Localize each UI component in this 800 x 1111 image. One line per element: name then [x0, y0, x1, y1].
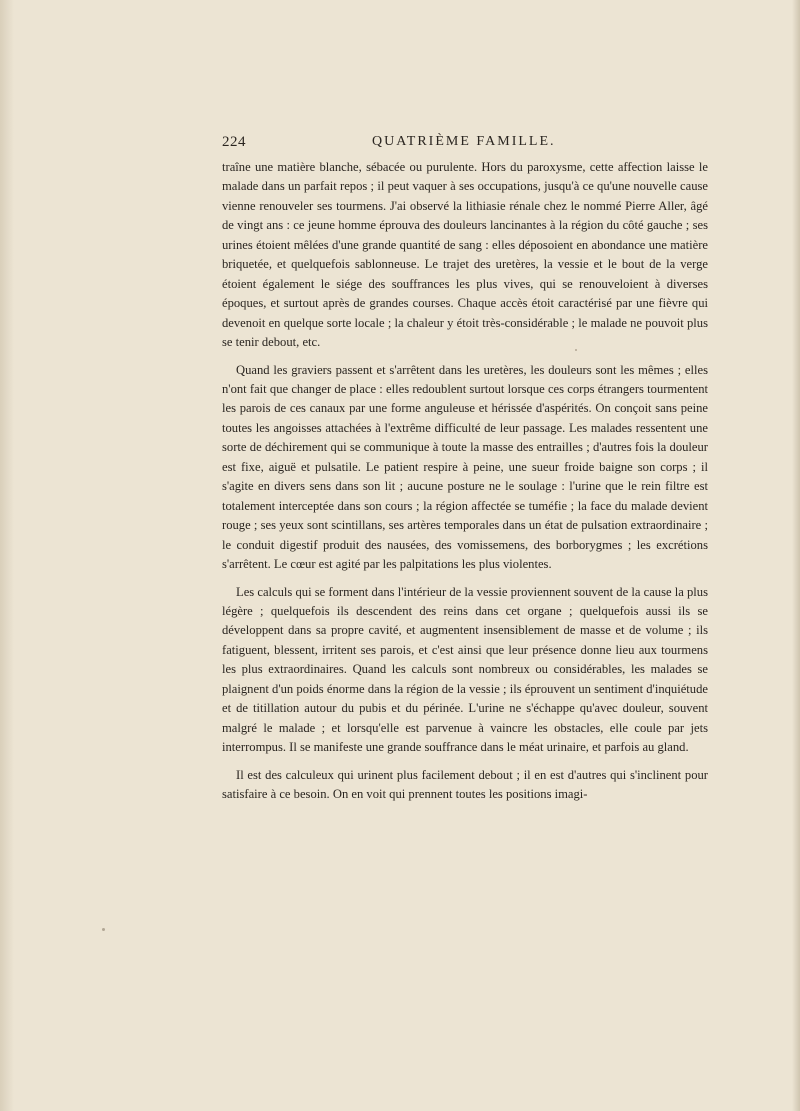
paragraph: Il est des calculeux qui urinent plus facilement debout ; il en est d'autres qui s'inclinent pour satisfaire à ce besoin. On en voit qui prennent toutes les positions imagi- [222, 767, 708, 802]
page-header [222, 134, 708, 154]
paragraph: Quand les graviers passent et s'arrêtent dans les uretères, les douleurs sont les mêmes ; elles n'ont fait que changer de place : elles redoublent surtout lorsque ces corps étrangers tourmentent les parois de ces canaux par une forme anguleuse et hérissée d'aspérités. On conçoit sans peine toutes les angoisses attachées à l'extrême difficulté de leur passage. Les malades ressentent une sorte de déchirement qui se communique à toute la masse des entrailles ; d'autres fois la douleur est fixe, aiguë et pulsatile. Le patient respire à peine, une sueur froide baigne son corps ; il s'agite en divers sens dans son lit ; aucune posture ne le soulage : l'urine que le rein filtre est totalement interceptée dans son cours ; la région affectée se tuméfie ; la face du malade devient rouge ; ses yeux sont scintillans, ses artères temporales dans un état de pulsation extraordinaire ; le conduit digestif produit des nausées, des vomissemens, des borborygmes ; les excrétions s'arrêtent. Le cœur est agité par les palpitations les plus violentes. [222, 362, 708, 572]
page-number: 224 [222, 134, 246, 150]
page-gutter-shadow [0, 0, 14, 1111]
page-edge [792, 0, 800, 1111]
body-text [222, 158, 708, 813]
paper-speck [102, 928, 105, 931]
paragraph: Les calculs qui se forment dans l'intérieur de la vessie proviennent souvent de la cause la plus légère ; quelquefois ils descendent des reins dans cet organe ; quelquefois aussi ils se développent dans sa propre cavité, et augmentent insensiblement de masse et de volume ; ils fatiguent, blessent, irritent ses parois, et c'est ainsi que leur présence donne lieu aux tourmens les plus extraordinaires. Quand les calculs sont nombreux ou considérables, les malades se plaignent d'un poids énorme dans la région de la vessie ; ils éprouvent un sentiment d'inquiétude et de titillation autour du pubis et du périnée. L'urine ne s'échappe qu'avec douleur, souvent malgré le malade ; et lorsqu'elle est parvenue à vaincre les obstacles, elle coule par jets interrompus. Il se manifeste une grande souffrance dans le méat urinaire, et parfois au gland. [222, 584, 708, 755]
paragraph: traîne une matière blanche, sébacée ou purulente. Hors du paroxysme, cette affection laisse le malade dans un parfait repos ; il peut vaquer à ses occupations, jusqu'à ce qu'une nouvelle cause vienne renouveler ses tourmens. J'ai observé la lithiasie rénale chez le nommé Pierre Aller, âgé de vingt ans : ce jeune homme éprouva des douleurs lancinantes à la région du côté gauche ; ses urines étoient mêlées d'une grande quantité de sang : elles déposoient en abondance une matière briquetée, et quelquefois sablonneuse. Le trajet des uretères, la vessie et le bout de la verge étoient également le siége des souffrances les plus vives, qui se renouveloient à diverses époques, et surtout après de grandes courses. Chaque accès étoit caractérisé par une fièvre qui devenoit en quelque sorte locale ; la chaleur y étoit très-considérable ; le malade ne pouvoit plus se tenir debout, etc. [222, 160, 708, 350]
running-head: QUATRIÈME FAMILLE. [372, 134, 556, 149]
paper-speck [575, 349, 577, 351]
